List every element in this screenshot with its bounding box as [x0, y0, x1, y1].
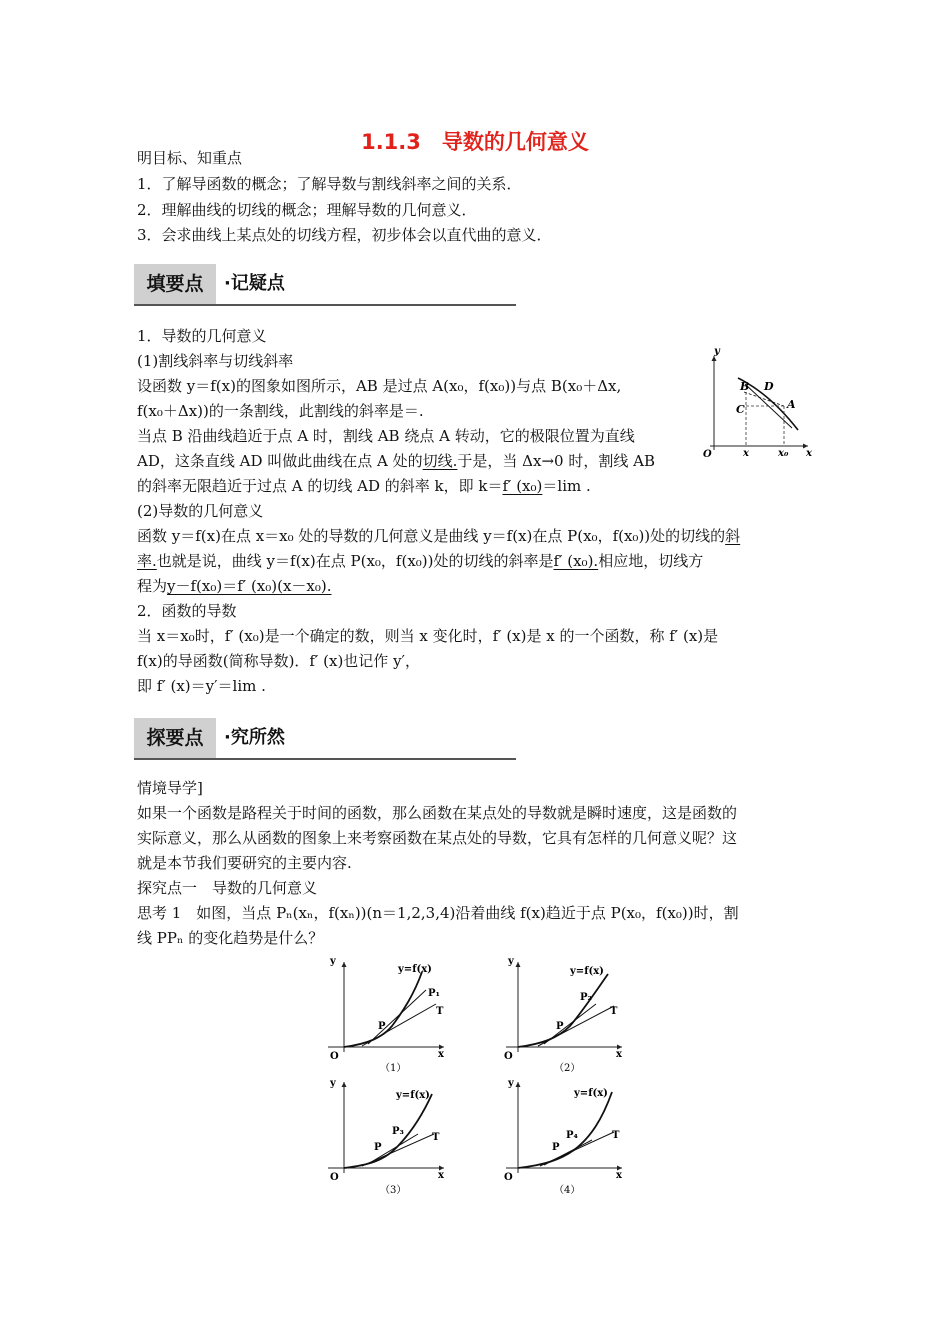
section-header-fill-points	[134, 264, 516, 306]
origin-label: O	[330, 1051, 339, 1062]
curve	[344, 972, 422, 1047]
curve-label: y=f(x)	[574, 1088, 608, 1099]
x-tick-label: x	[743, 448, 749, 458]
x-label: x	[616, 1170, 622, 1181]
section-tab: 填要点	[134, 264, 216, 304]
objective-item: 3．会求曲线上某点处的切线方程，初步体会以直代曲的意义．	[137, 226, 552, 244]
paragraph-line	[137, 551, 703, 571]
section-subtitle: ·记疑点	[224, 273, 285, 294]
point-P-label: P	[556, 1021, 564, 1032]
x-label: x	[438, 1170, 444, 1181]
explore-heading: 探究点一 导数的几何意义	[137, 879, 318, 897]
point-P-label: P	[552, 1142, 560, 1153]
point-A-label: A	[787, 398, 796, 411]
origin-label: O	[703, 449, 712, 458]
paragraph-line: 设函数 y＝f(x)的图象如图所示，AB 是过点 A(x₀，f(x₀))与点 B(x₀＋Δx,	[137, 377, 622, 395]
point-Pn-label: P₁	[428, 988, 440, 999]
heading-derivative-function: 2．函数的导数	[137, 602, 237, 620]
subfigure-3	[322, 1076, 452, 1200]
fill-blank-answer: 率.	[137, 552, 157, 570]
subfigure-2	[500, 954, 630, 1076]
fill-blank-answer: 切线.	[422, 452, 458, 470]
text-span: 于是，当 Δx→0 时，割线 AB	[457, 452, 655, 470]
text-span: 程为	[137, 577, 168, 595]
curve-label: y=f(x)	[396, 1090, 430, 1101]
text-span: 的斜率无限趋近于过点 A 的切线 AD 的斜率 k，即 k＝	[137, 477, 503, 495]
objective-item: 1．了解导函数的概念；了解导数与割线斜率之间的关系．	[137, 175, 522, 193]
x-label: x	[806, 448, 812, 458]
paragraph-line	[137, 476, 591, 496]
objective-item: 2．理解曲线的切线的概念；理解导数的几何意义．	[137, 201, 477, 219]
section-header-explore	[134, 718, 516, 760]
point-Pn-label: P₂	[580, 992, 592, 1003]
y-label: y	[508, 1078, 514, 1089]
caption: （2）	[554, 1063, 581, 1074]
x-label: x	[438, 1049, 444, 1060]
x0-tick-label: x₀	[778, 448, 789, 458]
point-T-label: T	[610, 1006, 618, 1017]
heading-geometric-meaning: 1．导数的几何意义	[137, 327, 267, 345]
subfigure-4	[500, 1076, 630, 1200]
text-span: 也就是说，曲线 y＝f(x)在点 P(x₀，f(x₀))处的切线的斜率是	[156, 552, 554, 570]
fill-blank-answer: f′ (x₀).	[553, 552, 599, 570]
y-axis-arrow	[516, 962, 521, 967]
y-label: y	[330, 956, 336, 967]
point-Pn-label: P₃	[392, 1126, 404, 1137]
point-T-label: T	[612, 1130, 620, 1141]
text-span: 相应地，切线方	[598, 552, 704, 570]
page-title: 1.1.3 导数的几何意义	[361, 130, 589, 154]
point-D-label: D	[764, 380, 774, 393]
origin-label: O	[504, 1051, 513, 1062]
secant-line-PPn	[544, 1004, 596, 1044]
paragraph-line: 就是本节我们要研究的主要内容.	[137, 854, 352, 872]
secant-line-PPn	[368, 990, 426, 1044]
curve	[518, 1092, 612, 1168]
subfigure-1	[322, 954, 452, 1076]
section-tab: 探要点	[134, 718, 216, 758]
paragraph-line	[137, 526, 740, 546]
secant-tangent-figure	[700, 346, 818, 458]
text-span: ＝lim .	[542, 477, 591, 495]
paragraph-line	[137, 576, 332, 596]
fill-blank-answer: y－f(x₀)＝f′ (x₀)(x－x₀).	[167, 577, 332, 595]
objectives-heading: 明目标、知重点	[137, 149, 243, 167]
point-P-label: P	[378, 1021, 386, 1032]
caption: （3）	[380, 1185, 407, 1196]
y-label: y	[714, 346, 720, 357]
paragraph-line: 当 x＝x₀时，f′ (x₀)是一个确定的数，则当 x 变化时，f′ (x)是 x 的一个函数，称 f′ (x)是	[137, 627, 719, 645]
paragraph-line: 线 PPₙ 的变化趋势是什么？	[137, 929, 324, 947]
y-label: y	[508, 956, 514, 967]
point-B-label: B	[740, 380, 750, 393]
point-P-label: P	[374, 1142, 382, 1153]
fill-blank-answer: f′ (x₀)	[502, 477, 543, 495]
paragraph-line: f(x₀＋Δx))的一条割线，此割线的斜率是＝.	[137, 402, 424, 420]
paragraph-line: 当点 B 沿曲线趋近于点 A 时，割线 AB 绕点 A 转动，它的极限位置为直线	[137, 427, 635, 445]
paragraph-line: 即 f′ (x)＝y′＝lim .	[137, 677, 266, 695]
curve	[518, 974, 608, 1047]
intro-heading: 情境导学]	[137, 779, 203, 797]
paragraph-line	[137, 451, 655, 471]
x-label: x	[616, 1049, 622, 1060]
text-span: AD，这条直线 AD 叫做此曲线在点 A 处的	[137, 452, 423, 470]
y-axis-arrow	[342, 1082, 347, 1087]
origin-label: O	[504, 1172, 513, 1183]
paragraph-line: f(x)的导函数(简称导数)．f′ (x)也记作 y′，	[137, 652, 420, 670]
y-axis-arrow	[342, 962, 347, 967]
section-subtitle: ·究所然	[224, 727, 285, 748]
curve-label: y=f(x)	[398, 964, 432, 975]
y-label: y	[330, 1078, 336, 1089]
point-Pn-label: P₄	[566, 1130, 578, 1141]
curve-label: y=f(x)	[570, 966, 604, 977]
paragraph-line: 思考 1 如图，当点 Pₙ(xₙ，f(xₙ))(n＝1,2,3,4)沿着曲线 f(x)趋近于点 P(x₀，f(x₀))时，割	[137, 904, 739, 922]
origin-label: O	[330, 1172, 339, 1183]
text-span: 函数 y＝f(x)在点 x＝x₀ 处的导数的几何意义是曲线 y＝f(x)在点 P(x₀，f(x₀))处的切线的	[137, 527, 726, 545]
y-axis-arrow	[516, 1082, 521, 1087]
point-T-label: T	[436, 1006, 444, 1017]
paragraph-line: 实际意义，那么从函数的图象上来考察函数在某点处的导数，它具有怎样的几何意义呢？这	[137, 829, 738, 847]
caption: （1）	[380, 1063, 407, 1074]
point-C-label: C	[736, 403, 745, 416]
fill-blank-answer: 斜	[725, 527, 741, 545]
point-T-label: T	[432, 1132, 440, 1143]
paragraph-line: 如果一个函数是路程关于时间的函数，那么函数在某点处的导数就是瞬时速度，这是函数的	[137, 804, 738, 822]
subheading-secant-slope: (1)割线斜率与切线斜率	[137, 352, 294, 370]
curve	[344, 1094, 432, 1168]
subheading-derivative-meaning: (2)导数的几何意义	[137, 502, 264, 520]
caption: （4）	[554, 1185, 581, 1196]
